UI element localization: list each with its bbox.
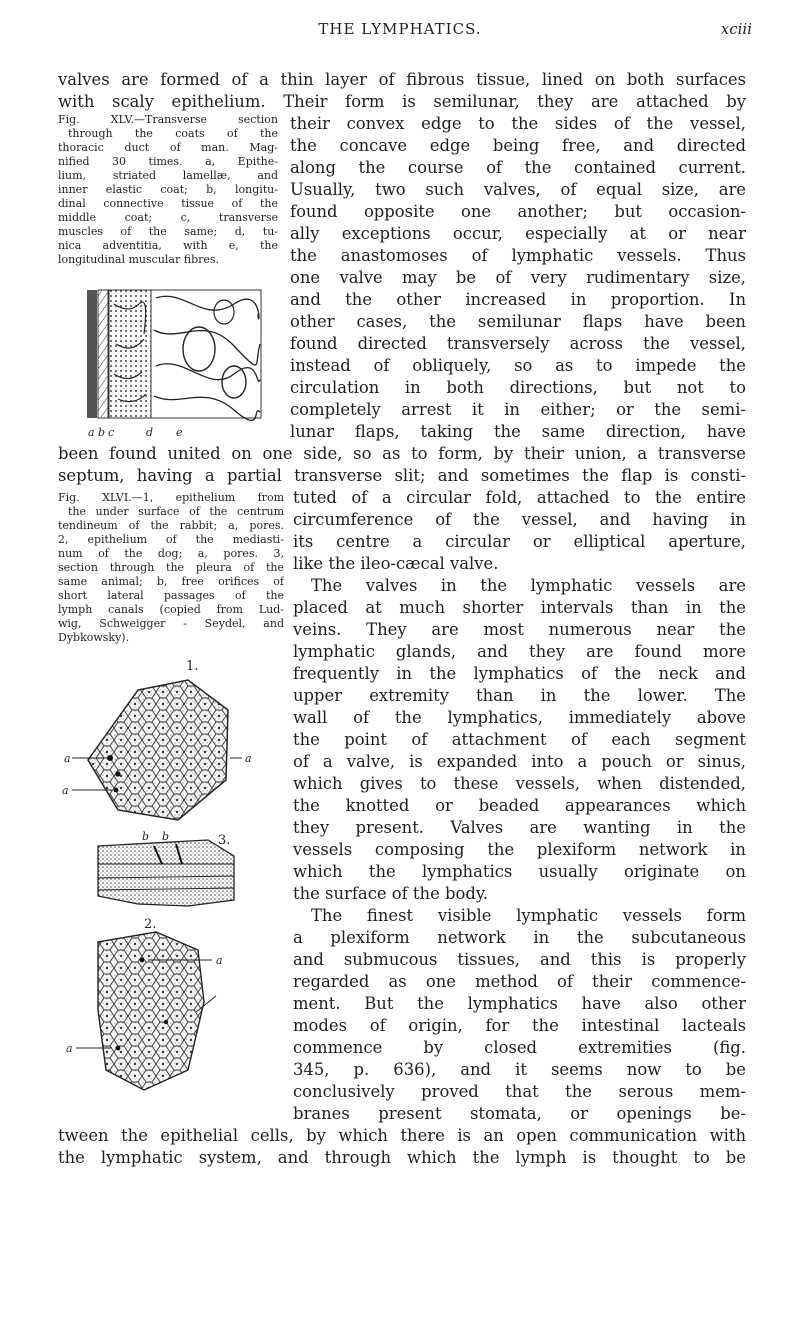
body-line: commence by closed extremities (fig. (293, 1038, 746, 1057)
body-line: the surface of the body. (293, 884, 489, 903)
caption-fig46-line: 2, epithelium of the mediasti- (58, 533, 284, 546)
body-line: lymphatic glands, and they are found more (293, 642, 746, 661)
body-line: frequently in the lymphatics of the neck and (293, 664, 746, 683)
body-line: tuted of a circular fold, attached to the entire (293, 488, 746, 507)
page-header (0, 0, 800, 44)
fig46-part2 (66, 917, 223, 1090)
caption-fig45-line: inner elastic coat; b, longitu- (58, 183, 278, 196)
body-line: ally exceptions occur, especially at or near (290, 224, 746, 243)
body-line: The finest visible lymphatic vessels form (311, 906, 746, 925)
body-line: The valves in the lymphatic vessels are (311, 576, 746, 595)
figure-46-illustration (58, 650, 290, 1120)
body-line: placed at much shorter intervals than in the (293, 598, 746, 617)
fig46-part1 (62, 659, 252, 820)
body-line: branes present stomata, or openings be- (293, 1104, 746, 1123)
body-line: ment. But the lymphatics have also other (293, 994, 746, 1013)
caption-fig46-line: Fig. XLVI.—1, epithelium from (58, 491, 284, 504)
fig46-label-a-right: a (245, 752, 252, 765)
body-line: 345, p. 636), and it seems now to be (293, 1060, 746, 1079)
caption-fig46-line: the under surface of the centrum (68, 505, 284, 518)
caption-fig46-line: num of the dog; a, pores. 3, (58, 547, 284, 560)
caption-fig46-line: section through the pleura of the (58, 561, 284, 574)
fig45-label-a: a (88, 426, 95, 439)
body-line: valves are formed of a thin layer of fibrous tissue, lined on both surfaces (58, 70, 746, 89)
body-line: a plexiform network in the subcutaneous (293, 928, 746, 947)
body-line: found directed transversely across the vessel, (290, 334, 746, 353)
body-line: septum, having a partial transverse slit; and sometimes the flap is consti- (58, 466, 746, 485)
caption-fig46-line: lymph canals (copied from Lud- (58, 603, 284, 616)
body-line: one valve may be of very rudimentary size, (290, 268, 746, 287)
caption-fig45-line: dinal connective tissue of the (58, 197, 278, 210)
fig45-label-d: d (146, 426, 154, 439)
fig46-label-b1: b (142, 830, 150, 843)
body-line: found opposite one another; but occasion- (290, 202, 746, 221)
fig46-number-1: 1. (186, 659, 199, 674)
body-line: modes of origin, for the intestinal lacteals (293, 1016, 746, 1035)
fig46-label-a-left2: a (62, 784, 69, 797)
body-line: instead of obliquely, so as to impede the (290, 356, 746, 375)
fig46-label-a-left: a (64, 752, 71, 765)
fig45-label-b: b (98, 426, 106, 439)
body-line: circumference of the vessel, and having in (293, 510, 746, 529)
fig46-label-a2-right: a (216, 954, 223, 967)
body-line: which the lymphatics usually originate on (293, 862, 746, 881)
body-line: completely arrest it in either; or the semi- (290, 400, 746, 419)
body-line: along the course of the contained current. (290, 158, 746, 177)
body-line: other cases, the semilunar flaps have been (290, 312, 746, 331)
body-line: their convex edge to the sides of the vessel, (290, 114, 746, 133)
caption-fig46-line: short lateral passages of the (58, 589, 284, 602)
body-line: which gives to these vessels, when distended, (293, 774, 746, 793)
fig46-label-b2: b (162, 830, 170, 843)
caption-fig45-line: middle coat; c, transverse (58, 211, 278, 224)
body-line: they present. Valves are wanting in the (293, 818, 746, 837)
body-line: the lymphatic system, and through which the lymph is thought to be (58, 1148, 746, 1167)
fig46-part3 (98, 830, 234, 906)
figure-45-illustration (84, 284, 268, 440)
layer-a (87, 290, 97, 418)
body-line: and submucous tissues, and this is properly (293, 950, 746, 969)
caption-fig45-line: lium, striated lamellæ, and (58, 169, 278, 182)
caption-fig45-line: through the coats of the (68, 127, 278, 140)
body-line: upper extremity than in the lower. The (293, 686, 746, 705)
fig45-label-e: e (176, 426, 183, 439)
body-line: the point of attachment of each segment (293, 730, 746, 749)
body-line: like the ileo-cæcal valve. (293, 554, 499, 573)
caption-fig46-line: same animal; b, free orifices of (58, 575, 284, 588)
fig46-number-3: 3. (218, 833, 231, 848)
body-line: with scaly epithelium. Their form is semilunar, they are attached by (58, 92, 746, 111)
fig46-number-2: 2. (144, 917, 157, 932)
caption-fig45-line: thoracic duct of man. Mag- (58, 141, 278, 154)
body-line: wall of the lymphatics, immediately above (293, 708, 746, 727)
body-line: conclusively proved that the serous mem- (293, 1082, 746, 1101)
body-line: tween the epithelial cells, by which there is an open communication with (58, 1126, 746, 1145)
fig45-label-c: c (108, 426, 115, 439)
body-line: vessels composing the plexiform network in (293, 840, 746, 859)
caption-fig45-line: muscles of the same; d, tu- (58, 225, 278, 238)
caption-fig45-line: longitudinal muscular fibres. (58, 253, 220, 266)
running-title: THE LYMPHATICS. (318, 20, 482, 38)
fig46-label-a2-left: a (66, 1042, 73, 1055)
body-line: Usually, two such valves, of equal size, are (290, 180, 746, 199)
caption-fig45-line: nica adventitia, with e, the (58, 239, 278, 252)
caption-fig46-line: wig, Schweigger - Seydel, and (58, 617, 284, 630)
body-line: circulation in both directions, but not to (290, 378, 746, 397)
body-line: veins. They are most numerous near the (293, 620, 746, 639)
caption-fig46-line: tendineum of the rabbit; a, pores. (58, 519, 284, 532)
body-line: lunar flaps, taking the same direction, have (290, 422, 746, 441)
body-line: its centre a circular or elliptical aperture, (293, 532, 746, 551)
body-line: and the other increased in proportion. In (290, 290, 746, 309)
body-line: regarded as one method of their commence- (293, 972, 746, 991)
caption-fig45-line: nified 30 times. a, Epithe- (58, 155, 278, 168)
body-line: of a valve, is expanded into a pouch or sinus, (293, 752, 746, 771)
body-line: the knotted or beaded appearances which (293, 796, 746, 815)
page-number: xciii (720, 20, 752, 38)
layer-b (98, 290, 108, 418)
caption-fig45-line: Fig. XLV.—Transverse section (58, 113, 278, 126)
body-line: been found united on one side, so as to form, by their union, a transverse (58, 444, 746, 463)
body-line: the anastomoses of lymphatic vessels. Thus (290, 246, 746, 265)
body-line: the concave edge being free, and directed (290, 136, 746, 155)
caption-fig46-line: Dybkowsky). (58, 631, 130, 644)
